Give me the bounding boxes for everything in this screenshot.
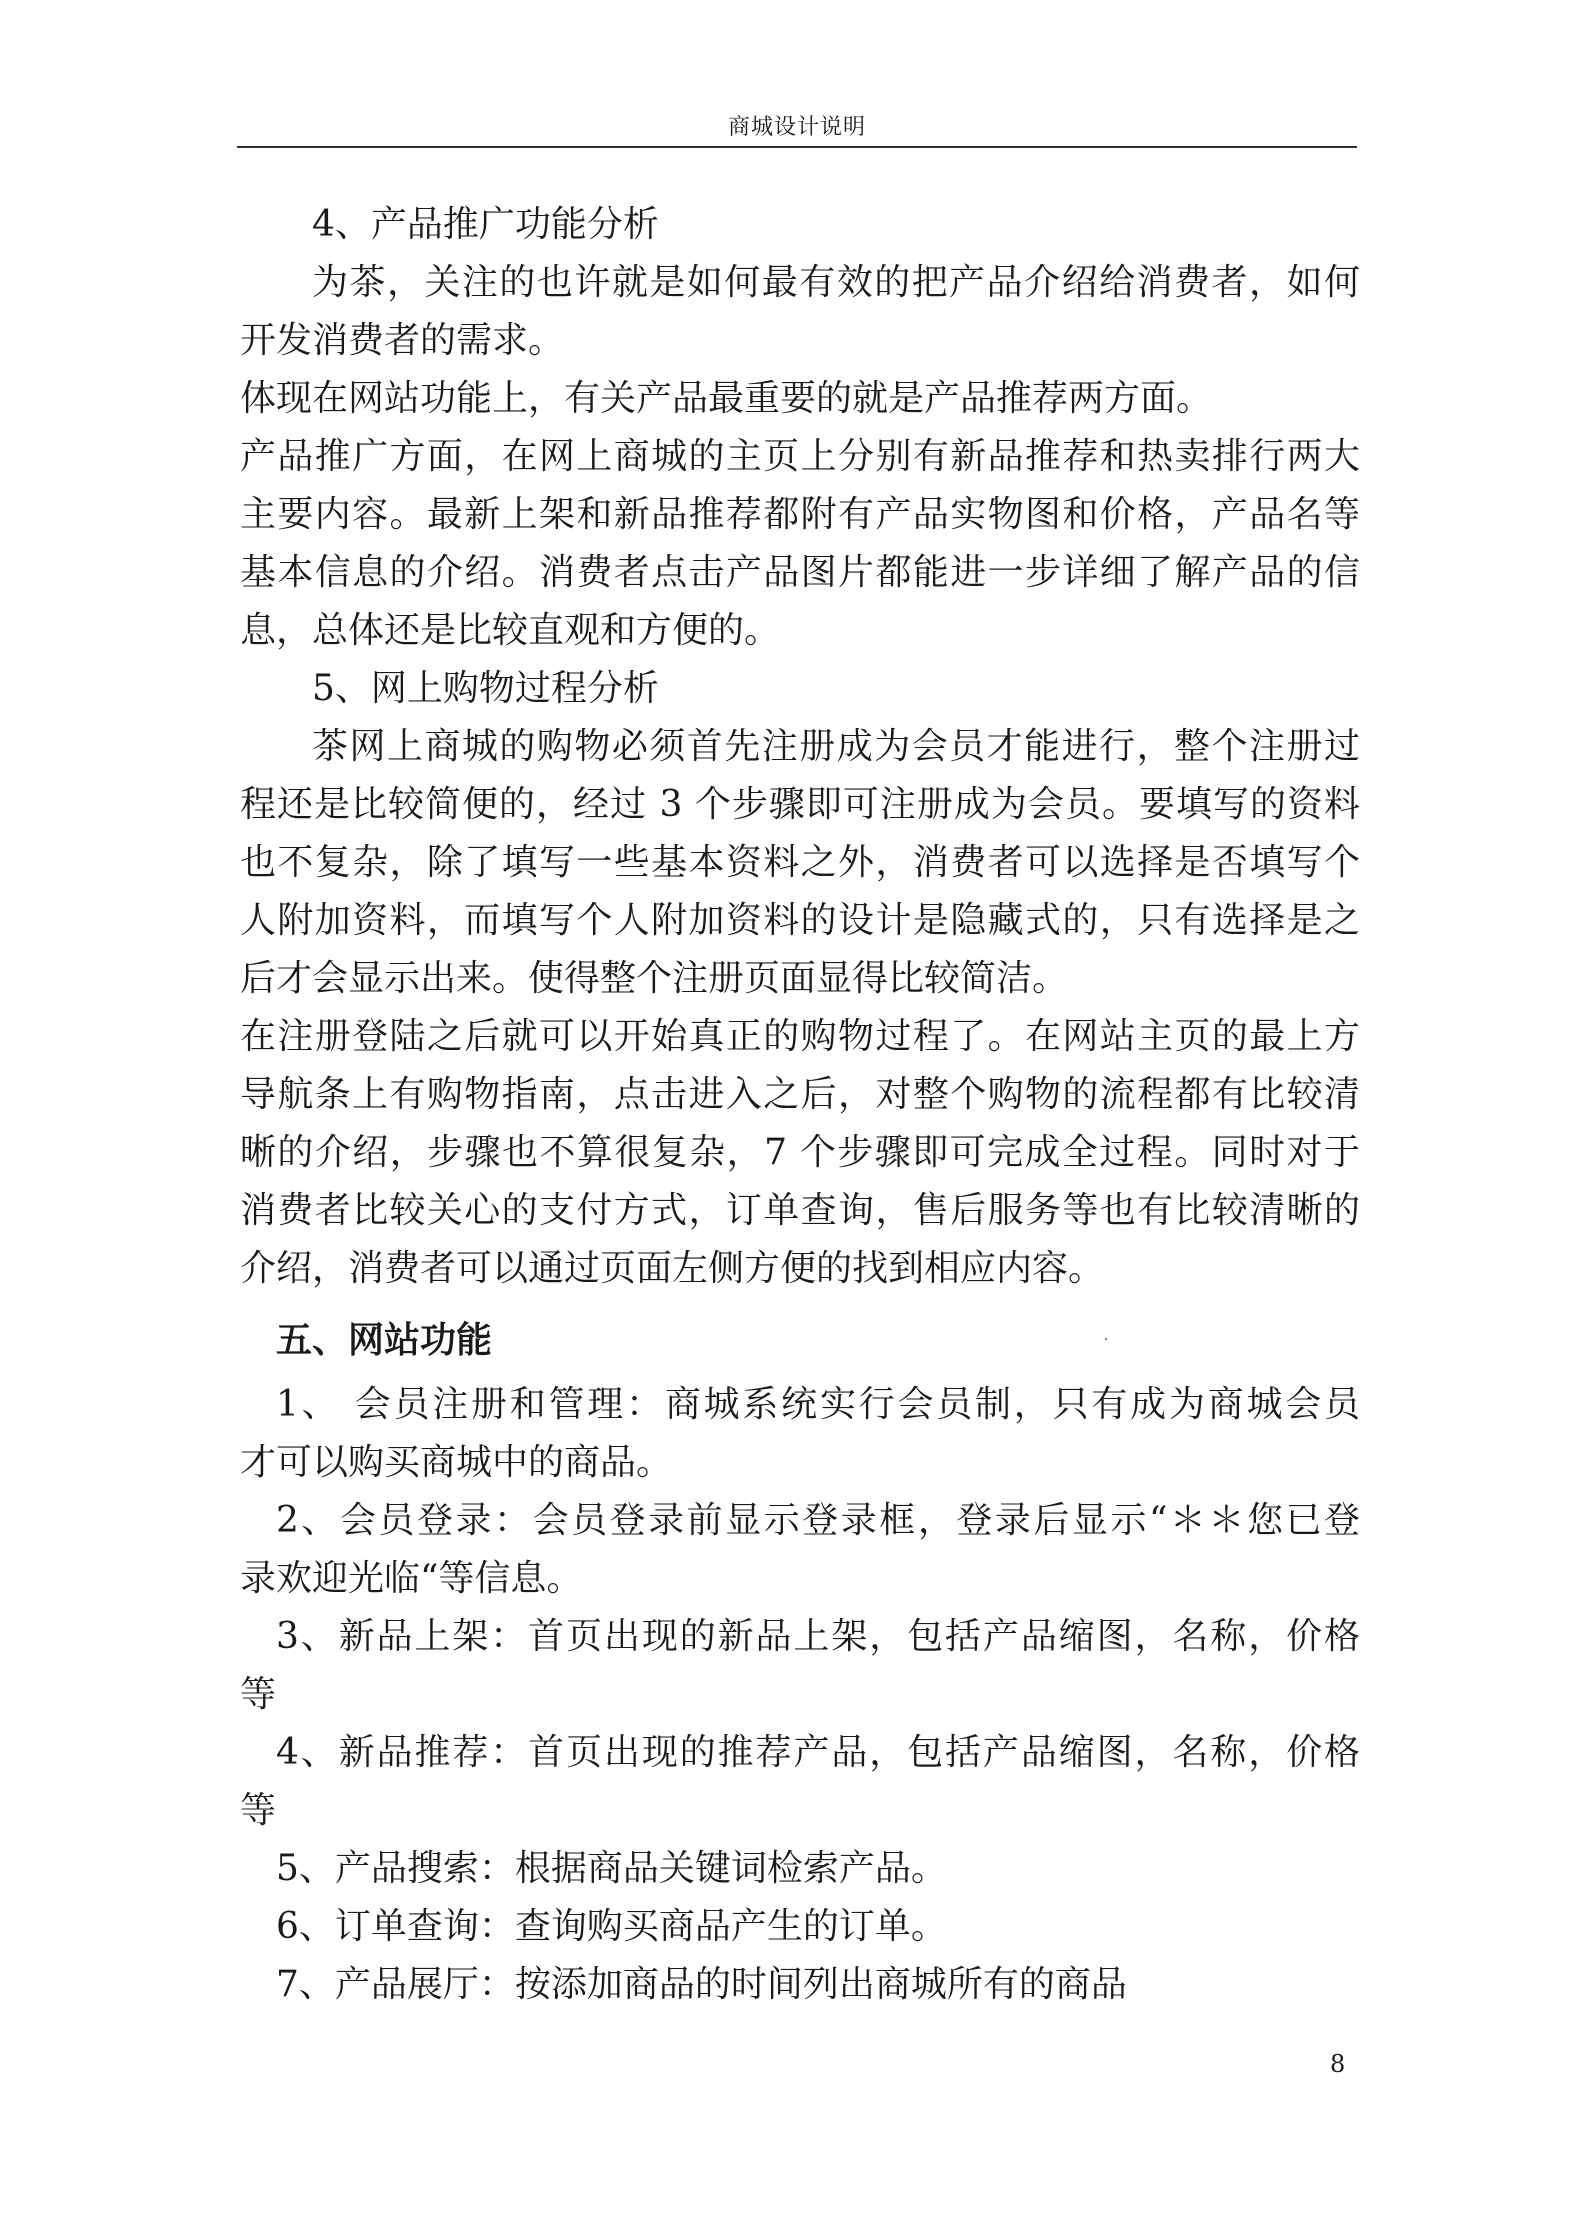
paragraph-line: 消费者比较关心的支付方式，订单查询，售后服务等也有比较清晰的: [240, 1190, 1360, 1231]
function-item-7: 7、产品展厅：按添加商品的时间列出商城所有的商品: [276, 1964, 1127, 2005]
paragraph-line: 主要内容。最新上架和新品推荐都附有产品实物图和价格，产品名等: [240, 494, 1360, 535]
paragraph-line: 基本信息的介绍。消费者点击产品图片都能进一步详细了解产品的信: [240, 552, 1360, 593]
paragraph-line: 在注册登陆之后就可以开始真正的购物过程了。在网站主页的最上方: [240, 1016, 1360, 1057]
paragraph-line: 体现在网站功能上，有关产品最重要的就是产品推荐两方面。: [240, 378, 1213, 419]
function-item-5: 5、产品搜索：根据商品关键词检索产品。: [276, 1848, 947, 1889]
section-heading-shopping-process: 5、网上购物过程分析: [312, 668, 659, 709]
paragraph-line: 为茶，关注的也许就是如何最有效的把产品介绍给消费者，如何: [312, 262, 1360, 303]
function-item-4-continued: 等: [240, 1790, 277, 1831]
function-item-6: 6、订单查询：查询购买商品产生的订单。: [276, 1906, 947, 1947]
running-header: 商城设计说明: [727, 115, 866, 140]
paragraph-line: 茶网上商城的购物必须首先注册成为会员才能进行，整个注册过: [312, 726, 1360, 767]
page-body: [240, 196, 1360, 2014]
paragraph-line: 产品推广方面，在网上商城的主页上分别有新品推荐和热卖排行两大: [240, 436, 1360, 477]
page-number: 8: [1330, 2050, 1346, 2078]
function-item-2-continued: 录欢迎光临“等信息。: [240, 1558, 583, 1599]
function-item-3: 3、新品上架：首页出现的新品上架，包括产品缩图，名称，价格: [276, 1616, 1360, 1657]
paragraph-line: 后才会显示出来。使得整个注册页面显得比较简洁。: [240, 958, 1069, 999]
paragraph-line: 也不复杂，除了填写一些基本资料之外，消费者可以选择是否填写个: [240, 842, 1360, 883]
function-item-3-continued: 等: [240, 1674, 277, 1715]
paragraph-line: 介绍，消费者可以通过页面左侧方便的找到相应内容。: [240, 1248, 1105, 1289]
section-heading-product-promotion: 4、产品推广功能分析: [312, 204, 659, 245]
paragraph-line: 晰的介绍，步骤也不算很复杂，7 个步骤即可完成全过程。同时对于: [240, 1132, 1360, 1173]
paragraph-line: 人附加资料，而填写个人附加资料的设计是隐藏式的，只有选择是之: [240, 900, 1360, 941]
header-rule: [237, 146, 1357, 148]
chapter-heading-site-functions: 五、网站功能: [276, 1320, 493, 1361]
scan-speck: [1105, 1338, 1107, 1340]
function-item-1: 1、 会员注册和管理：商城系统实行会员制，只有成为商城会员: [276, 1384, 1360, 1425]
paragraph-line: 程还是比较简便的，经过 3 个步骤即可注册成为会员。要填写的资料: [240, 784, 1360, 825]
paragraph-line: 息，总体还是比较直观和方便的。: [240, 610, 781, 651]
function-item-2: 2、会员登录：会员登录前显示登录框，登录后显示“＊＊您已登: [276, 1500, 1360, 1541]
function-item-1-continued: 才可以购买商城中的商品。: [240, 1442, 673, 1483]
function-item-4: 4、新品推荐：首页出现的推荐产品，包括产品缩图，名称，价格: [276, 1732, 1360, 1773]
paragraph-line: 导航条上有购物指南，点击进入之后，对整个购物的流程都有比较清: [240, 1074, 1360, 1115]
paragraph-line: 开发消费者的需求。: [240, 320, 565, 361]
